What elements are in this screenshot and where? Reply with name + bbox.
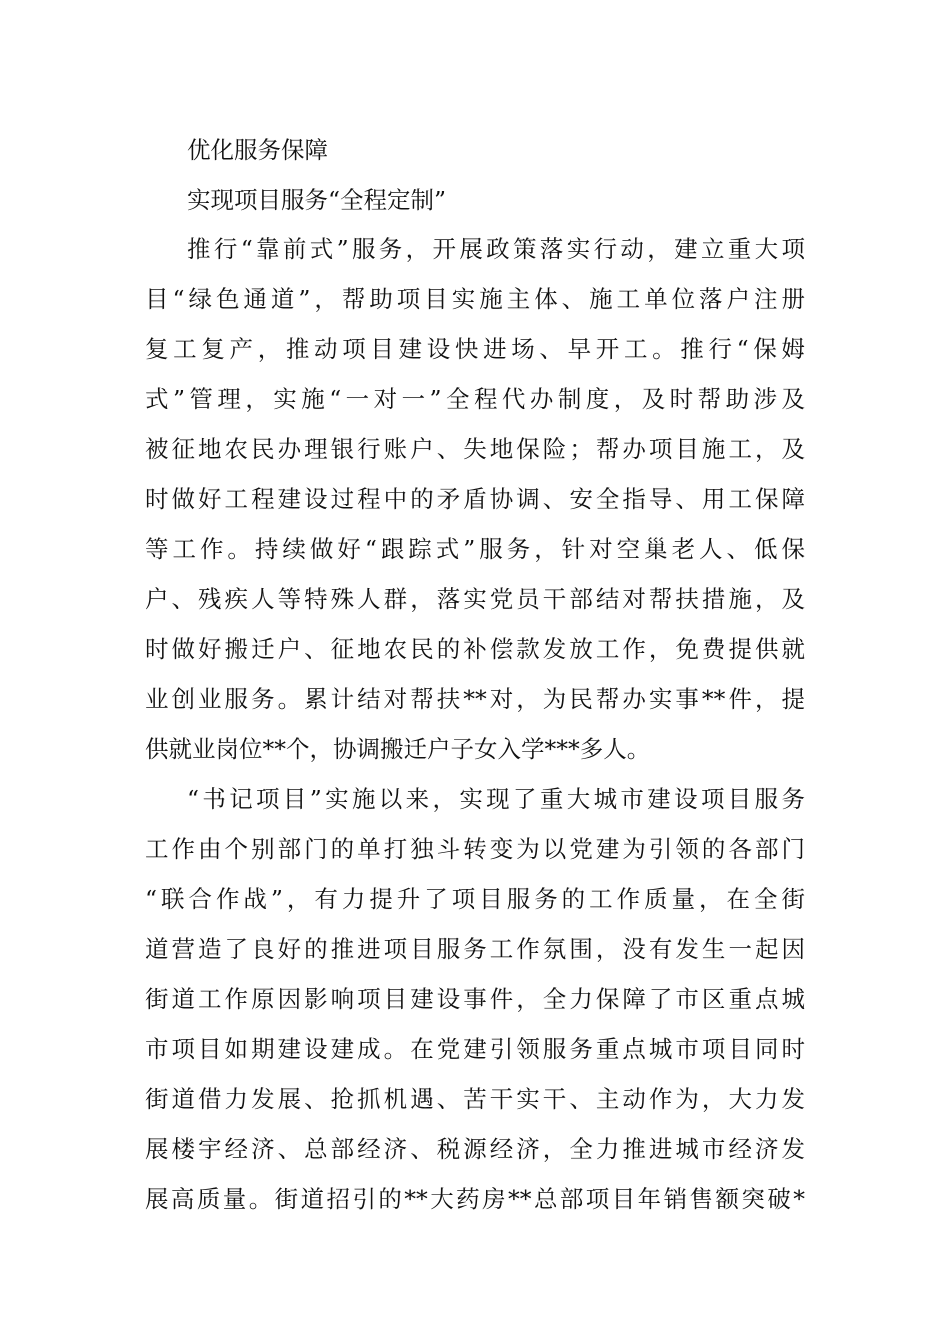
subsection-heading: 实现项目服务“全程定制” <box>187 186 447 214</box>
paragraph-2-line: “联合作战”，有力提升了项目服务的工作质量，在全街 <box>145 885 805 913</box>
paragraph-2-line: 展楼宇经济、总部经济、税源经济，全力推进城市经济发 <box>145 1135 805 1163</box>
paragraph-1-line: 时做好搬迁户、征地农民的补偿款发放工作，免费提供就 <box>145 635 805 663</box>
paragraph-1-line: 目“绿色通道”，帮助项目实施主体、施工单位落户注册 <box>145 285 805 313</box>
paragraph-1-line: 等工作。持续做好“跟踪式”服务，针对空巢老人、低保 <box>145 535 805 563</box>
paragraph-1-line: 被征地农民办理银行账户、失地保险；帮办项目施工，及 <box>145 435 805 463</box>
paragraph-1-line: 业创业服务。累计结对帮扶**对，为民帮办实事**件，提 <box>145 685 805 713</box>
paragraph-2-line: 展高质量。街道招引的**大药房**总部项目年销售额突破* <box>145 1185 805 1213</box>
paragraph-1-line: 户、残疾人等特殊人群，落实党员干部结对帮扶措施，及 <box>145 585 805 613</box>
paragraph-1-line: 供就业岗位**个，协调搬迁户子女入学***多人。 <box>145 735 651 763</box>
paragraph-2-line: 街道工作原因影响项目建设事件，全力保障了市区重点城 <box>145 985 805 1013</box>
paragraph-2-line: 工作由个别部门的单打独斗转变为以党建为引领的各部门 <box>145 835 805 863</box>
paragraph-2-line: 街道借力发展、抢抓机遇、苦干实干、主动作为，大力发 <box>145 1085 805 1113</box>
paragraph-2-line: 市项目如期建设建成。在党建引领服务重点城市项目同时 <box>145 1035 805 1063</box>
section-heading: 优化服务保障 <box>187 136 328 164</box>
paragraph-1-line: 式”管理，实施“一对一”全程代办制度，及时帮助涉及 <box>145 385 805 413</box>
paragraph-2-line: “书记项目”实施以来，实现了重大城市建设项目服务 <box>187 785 805 813</box>
paragraph-1-line: 推行“靠前式”服务，开展政策落实行动，建立重大项 <box>187 235 805 263</box>
paragraph-2-line: 道营造了良好的推进项目服务工作氛围，没有发生一起因 <box>145 935 805 963</box>
paragraph-1-line: 复工复产，推动项目建设快进场、早开工。推行“保姆 <box>145 335 805 363</box>
paragraph-1-line: 时做好工程建设过程中的矛盾协调、安全指导、用工保障 <box>145 485 805 513</box>
